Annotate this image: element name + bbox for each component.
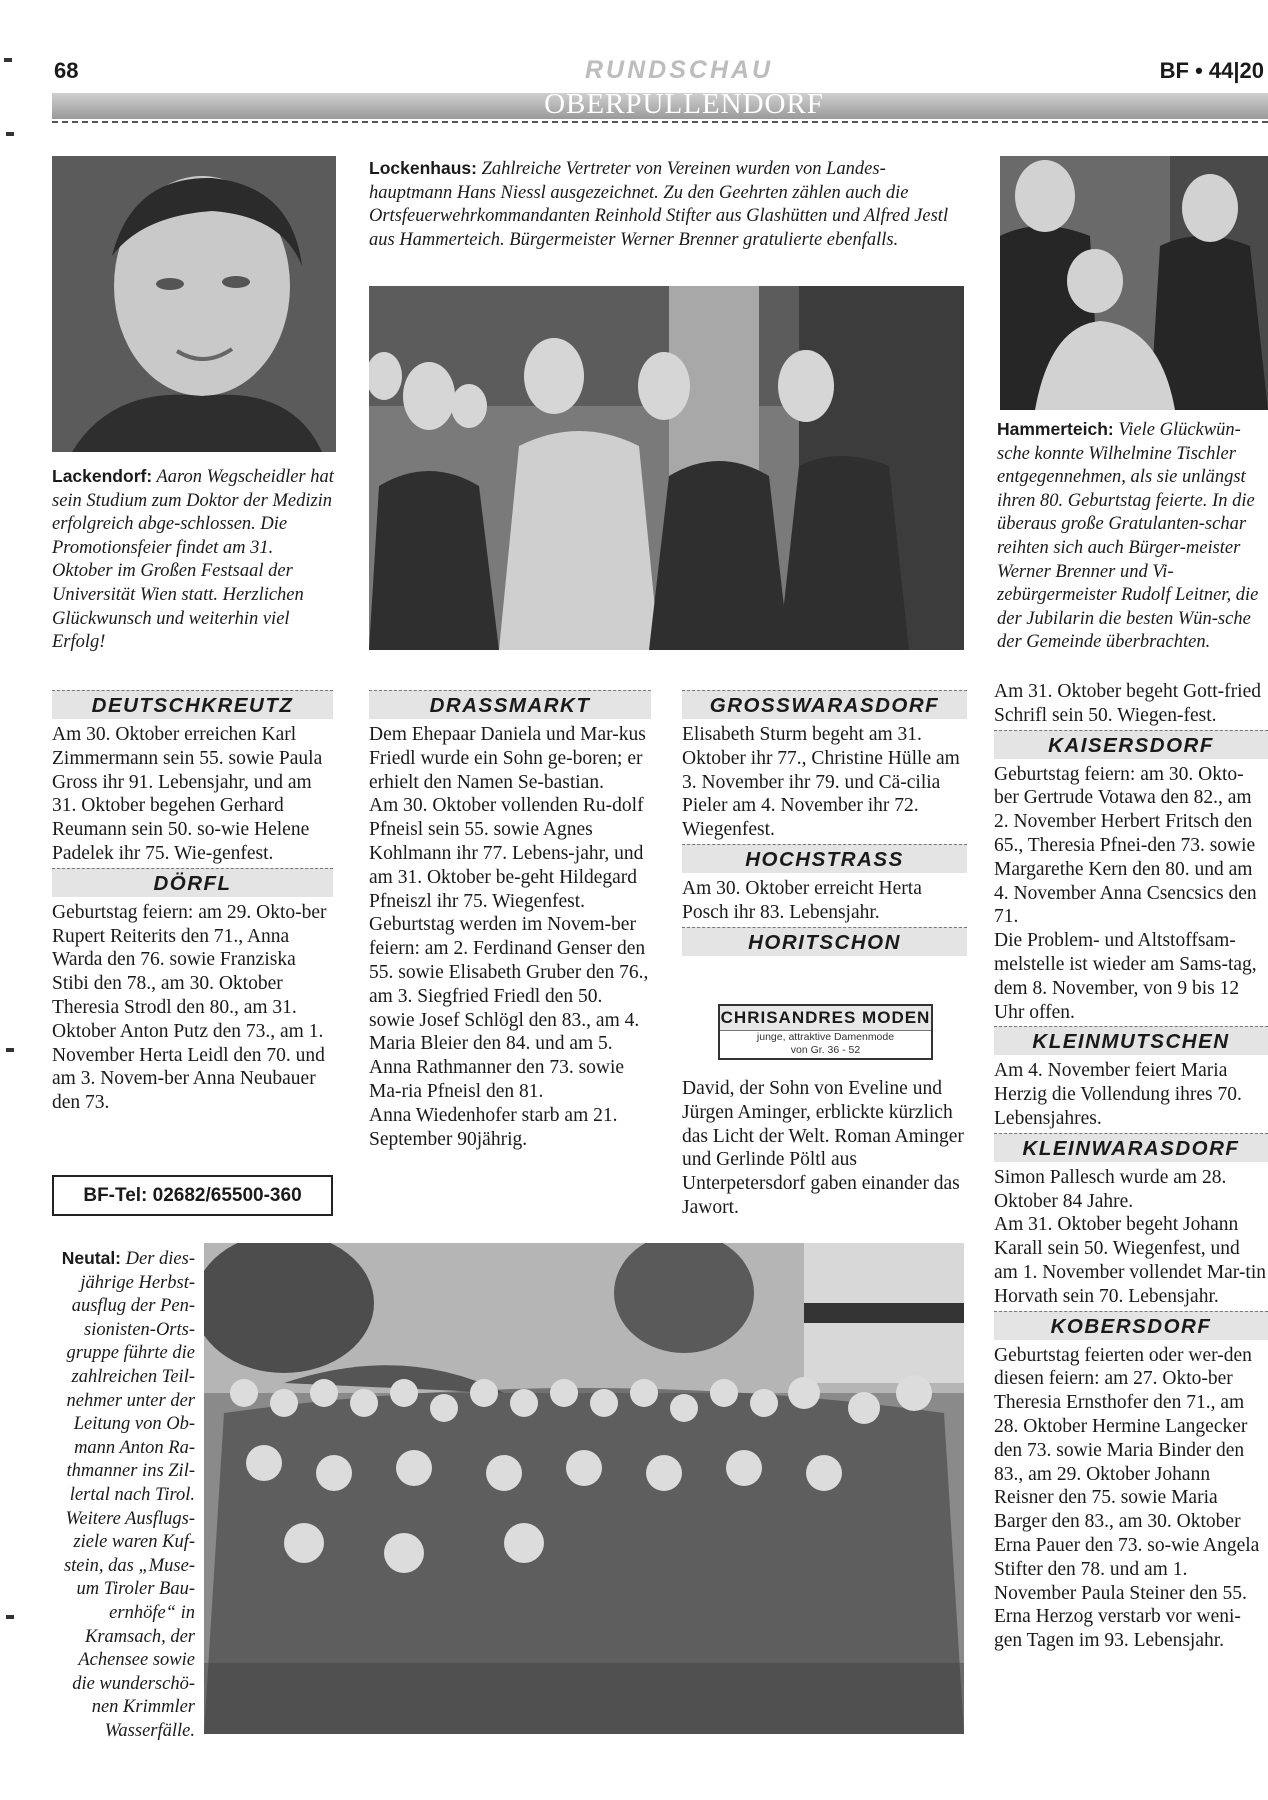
article-text: David, der Sohn von Eveline und Jürgen Aminger, erblickte kürzlich das Licht der Welt. Roman Aminger und Gerlinde Pöltl aus Unterpetersdorf gaben einander das Jawort. — [682, 1078, 964, 1218]
article-text: Geburtstag feiern: am 30. Okto-ber Gertrude Votawa den 82., am 2. November Herbert Fritsch den 65., Theresia Pfnei-den 73. sowie Margarethe Kern den 80. und am 4. November Anna Csencsics den 71. — [994, 763, 1257, 928]
neutal-group-photo — [204, 1243, 964, 1734]
bf-telephone-box: BF-Tel: 02682/65500-360 — [52, 1175, 333, 1216]
column-2 — [369, 690, 651, 1151]
scan-mark — [4, 58, 12, 62]
caption-text: Aaron Wegscheidler hat sein Studium zum Doktor der Medizin erfolgreich abge-schlossen. Die Promotionsfeier findet am 31. Oktober im Großen Festsaal der Universität Wien statt. Herzlichen Glückwunsch und weiterhin viel Erfolg! — [52, 467, 334, 653]
caption-place: Lockenhaus: — [369, 158, 477, 178]
caption-text: Viele Glückwün-sche konnte Wilhelmine Tischler entgegennehmen, als sie unlängst ihren 80. Geburtstag feierte. In die überaus große Gratulanten-schar reihten sich auch Bürger-meister Werner Brenner und Vi-zebürgermeister Rudolf Leitner, die der Jubilarin die besten Wün-sche der Gemeinde überbrachten. — [997, 420, 1259, 653]
article-text: Elisabeth Sturm begeht am 31. Oktober ihr 77., Christine Hülle am 3. November ihr 79. und Cä-cilia Pieler am 4. November ihr 72. Wiegenfest. — [682, 724, 960, 841]
rubric-hochstrass: HOCHSTRASS — [682, 844, 967, 873]
rubric-kobersdorf: KOBERSDORF — [994, 1311, 1268, 1340]
article-text: Am 4. November feiert Maria Herzig die Vollendung ihres 70. Lebensjahres. — [994, 1060, 1242, 1129]
article-text: Geburtstag feiern: am 29. Okto-ber Rupert Reiterits den 71., Anna Warda den 76. sowie Franziska Stibi den 78., am 30. Oktober Theresia Strodl den 80., am 31. Oktober Anton Putz den 73., am 1. November Herta Leidl den 70. und am 3. Novem-ber Anna Neubauer den 73. — [52, 901, 327, 1114]
hammerteich-caption — [997, 418, 1265, 655]
column-4 — [994, 680, 1268, 1653]
section-title: RUNDSCHAU — [585, 56, 774, 84]
article-text: Dem Ehepaar Daniela und Mar-kus Friedl wurde ein Sohn ge-boren; er erhielt den Namen Se-bastian. — [369, 724, 646, 793]
caption-text: Zahlreiche Vertreter von Vereinen wurden von Landes-hauptmann Hans Niessl ausgezeichnet. Zu den Geehrten zählen auch die Ortsfeuerwehrkommandanten Reinhold Stifter aus Glashütten und Alfred Jestl aus Hammerteich. Bürgermeister Werner Brenner gratulierte ebenfalls. — [369, 159, 949, 250]
lockenhaus-photo — [369, 286, 964, 650]
page-number: 68 — [54, 58, 79, 83]
chrisandres-ad[interactable] — [718, 1004, 933, 1060]
article-text: Geburtstag feierten oder wer-den diesen feiern: am 27. Okto-ber Theresia Ernsthofer den 71., am 28. Oktober Hermine Langecker den 73. sowie Maria Binder den 83., am 29. Oktober Johann Reisner den 75. sowie Maria Barger den 83., am 30. Oktober Erna Pauer den 73. so-wie Angela Stifter den 78. und am 1. November Paula Steiner den 55. — [994, 1344, 1260, 1604]
article-text: Am 31. Oktober begeht Gott-fried Schrifl sein 50. Wiegen-fest. — [994, 681, 1261, 726]
caption-text: Der dies-jährige Herbst-ausflug der Pen-sionisten-Orts-gruppe führte die zahlreichen Teil-nehmer unter der Leitung von Ob-mann Anton Ra-thmanner ins Zil-lertal nach Tirol. Weitere Ausflugs-ziele waren Kuf-stein, das „Muse-um Tiroler Bau-ernhöfe“ in Kramsach, der Achensee sowie die wunderschö-nen Krimmler Wasserfälle. — [63, 1249, 195, 1741]
rubric-deutschkreutz: DEUTSCHKREUTZ — [52, 690, 333, 719]
ad-name: CHRISANDRES MODEN — [720, 1006, 931, 1031]
article-text: Am 30. Oktober erreichen Karl Zimmermann sein 55. sowie Paula Gross ihr 91. Lebensjahr, und am 31. Oktober begehen Gerhard Reumann sein 50. so-wie Helene Padelek ihr 75. Wie-genfest. — [52, 724, 323, 864]
rubric-kleinmutschen: KLEINMUTSCHEN — [994, 1026, 1268, 1055]
article-text: Am 30. Oktober vollenden Ru-dolf Pfneisl sein 55. sowie Agnes Kohlmann ihr 77. Lebens-jahr, und am 31. Oktober be-geht Hildegard Pfneiszl ihr 75. Wiegenfest. — [369, 795, 644, 912]
region-title: OBERPULLENDORF — [544, 88, 824, 120]
rubric-doerfl: DÖRFL — [52, 868, 333, 897]
hammerteich-photo — [1000, 156, 1268, 410]
article-text: Erna Herzog verstarb vor weni-gen Tagen im 93. Lebensjahr. — [994, 1606, 1241, 1652]
header-divider — [52, 121, 1268, 123]
neutal-caption — [52, 1247, 195, 1743]
issue-number: BF • 44|20 — [1159, 58, 1264, 83]
article-text: Anna Wiedenhofer starb am 21. September 90jährig. — [369, 1104, 618, 1150]
scan-mark — [6, 1615, 14, 1619]
ad-line: junge, attraktive Damenmode — [756, 1031, 895, 1043]
rubric-horitschon: HORITSCHON — [682, 927, 967, 956]
lackendorf-caption — [52, 465, 336, 655]
article-text: Geburtstag werden im Novem-ber feiern: am 2. Ferdinand Genser den 55. sowie Elisabeth Gruber den 76., am 3. Siegfried Friedl den 50. sowie Josef Schlögl den 83., am 4. Maria Bleier den 84. und am 5. Anna Rathmanner den 73. sowie Ma-ria Pfneisl den 81. — [369, 914, 649, 1102]
lockenhaus-caption — [369, 157, 964, 252]
article-text: Am 31. Oktober begeht Johann Karall sein 50. Wiegenfest, und am 1. November vollendet Mar-tin Horvath sein 70. Lebensjahr. — [994, 1214, 1266, 1307]
article-text: Am 30. Oktober erreicht Herta Posch ihr 83. Lebensjahr. — [682, 877, 922, 923]
scan-mark — [6, 1048, 14, 1052]
rubric-drassmarkt: DRASSMARKT — [369, 690, 651, 719]
column-3 — [682, 690, 967, 960]
rubric-kleinwarasdorf: KLEINWARASDORF — [994, 1133, 1268, 1162]
column-3-continued — [682, 1077, 967, 1220]
rubric-grosswarasdorf: GROSSWARASDORF — [682, 690, 967, 719]
article-text: Simon Pallesch wurde am 28. Oktober 84 Jahre. — [994, 1166, 1227, 1212]
scan-mark — [6, 132, 14, 136]
caption-place: Lackendorf: — [52, 466, 153, 486]
ad-line: von Gr. 36 - 52 — [790, 1044, 861, 1056]
portrait-photo — [52, 156, 336, 452]
caption-place: Hammerteich: — [997, 419, 1114, 439]
column-1 — [52, 690, 333, 1115]
caption-place: Neutal: — [61, 1248, 122, 1268]
rubric-kaisersdorf: KAISERSDORF — [994, 730, 1268, 759]
article-text: Die Problem- und Altstoffsam-melstelle ist wieder am Sams-tag, dem 8. November, von 9 bis 12 Uhr offen. — [994, 930, 1257, 1023]
